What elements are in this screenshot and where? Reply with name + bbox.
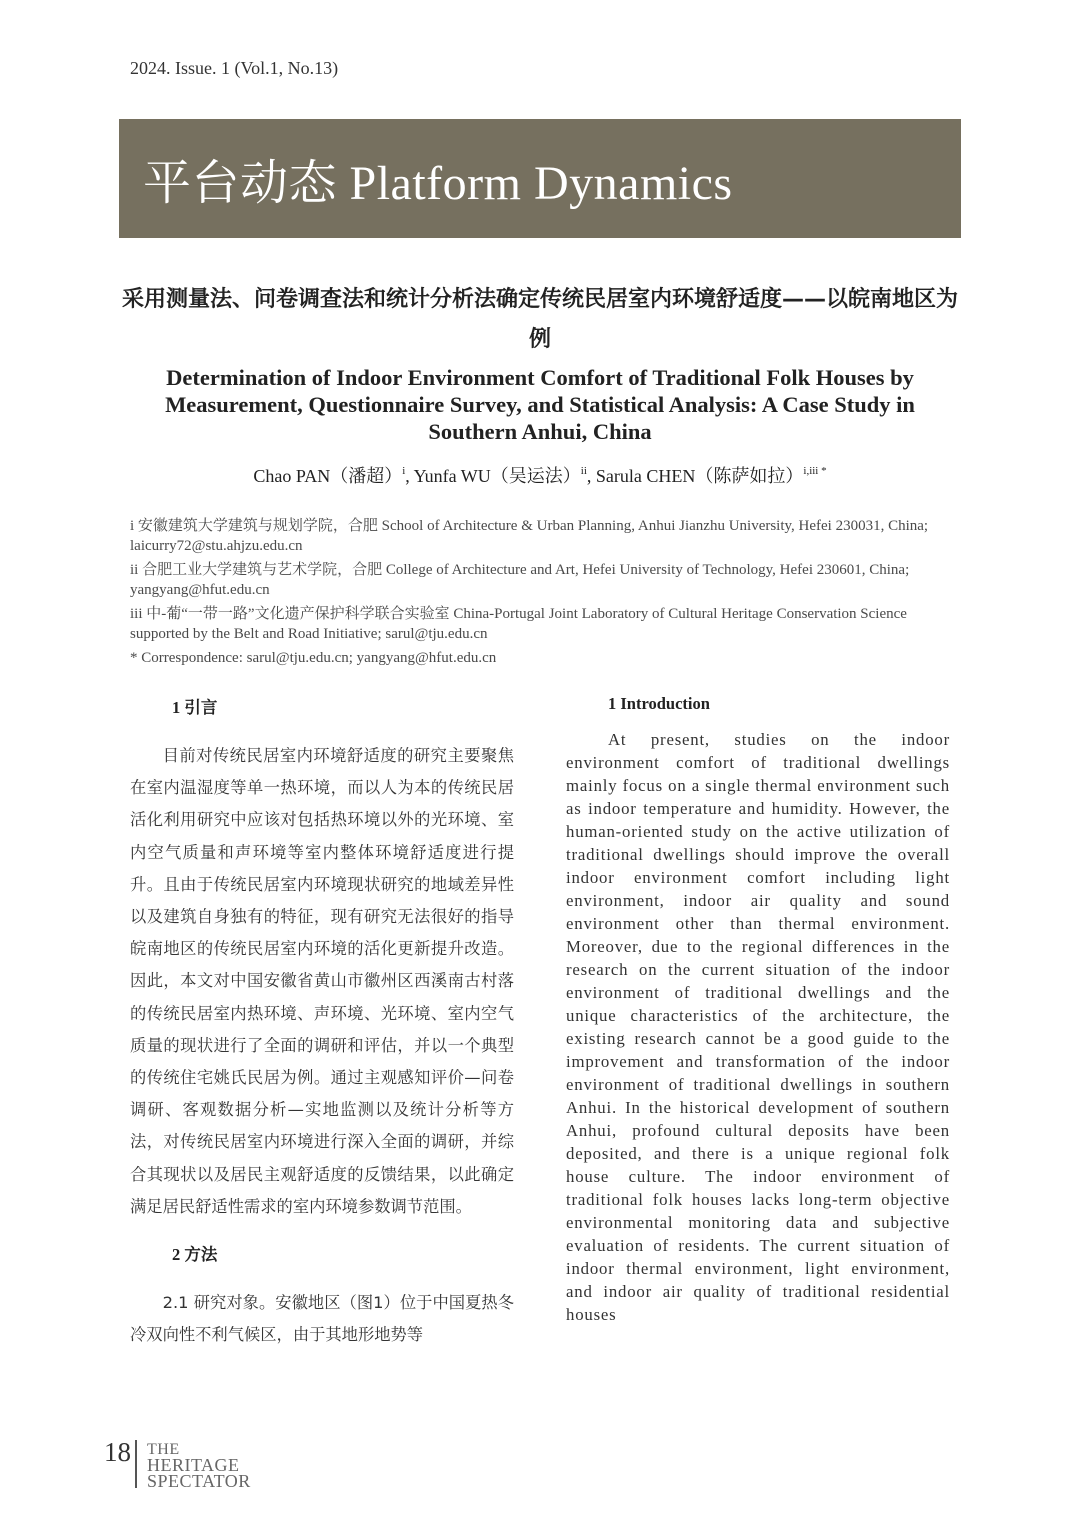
section-banner	[119, 119, 961, 238]
section-heading-intro-zh: 1 引言	[172, 698, 218, 717]
logo-line-3: SPECTATOR	[147, 1471, 251, 1491]
issue-line: 2024. Issue. 1 (Vol.1, No.13)	[130, 58, 339, 78]
journal-logo	[147, 1442, 251, 1489]
affiliations	[130, 516, 950, 672]
affiliation-2: ii 合肥工业大学建筑与艺术学院，合肥 College of Architecture and Art, Hefei University of Technology, Hefei 230601, China; yangyang@hfut.edu.cn	[130, 562, 910, 598]
section-heading-methods-zh: 2 方法	[172, 1245, 218, 1265]
banner-title: 平台动态 Platform Dynamics	[143, 157, 733, 210]
affiliation-1: i 安徽建筑大学建筑与规划学院，合肥 School of Architecture & Urban Planning, Anhui Jianzhu University, Hefei 230031, China; laicurry72@stu.ahjzu.edu.cn	[130, 518, 929, 554]
logo-line-2: HERITAGE	[147, 1455, 240, 1475]
author-2-sup: ii	[580, 465, 587, 477]
methods-paragraph-zh: 2.1 研究对象。安徽地区（图1）位于中国夏热冬冷双向性不利气候区，由于其地形地势等	[130, 1293, 514, 1345]
author-2: , Yunfa WU（吴运法）	[405, 466, 581, 486]
english-column	[566, 694, 950, 1326]
logo-line-1: THE	[147, 1441, 180, 1458]
correspondence: * Correspondence: sarul@tju.edu.cn; yangyang@hfut.edu.cn	[130, 650, 497, 666]
affiliation-3: iii 中-葡“一带一路”文化遗产保护科学联合实验室 China-Portugal Joint Laboratory of Cultural Heritage Conservation Science supported by the Belt and Road Initiative; sarul@tju.edu.cn	[130, 606, 907, 642]
author-1-sup: i	[402, 465, 406, 477]
chinese-column	[130, 694, 514, 1369]
author-3: , Sarula CHEN（陈萨如拉）	[586, 466, 804, 486]
section-heading-intro-en: 1 Introduction	[608, 694, 710, 713]
footer-divider	[135, 1440, 137, 1488]
page-number: 18	[104, 1437, 131, 1467]
author-3-sup: i,iii *	[803, 465, 827, 477]
author-line	[120, 462, 960, 488]
author-1: Chao PAN（潘超）	[253, 466, 403, 486]
intro-paragraph-zh: 目前对传统民居室内环境舒适度的研究主要聚焦在室内温湿度等单一热环境，而以人为本的传统民居活化利用研究中应该对包括热环境以外的光环境、室内空气质量和声环境等室内整体环境舒适度进行提升。且由于传统民居室内环境现状研究的地域差异性以及建筑自身独有的特征，现有研究无法很好的指导皖南地区的传统民居室内环境的活化更新提升改造。因此，本文对中国安徽省黄山市徽州区西溪南古村落的传统民居室内热环境、声环境、光环境、室内空气质量的现状进行了全面的调研和评估，并以一个典型的传统住宅姚氏民居为例。通过主观感知评价—问卷调研、客观数据分析—实地监测以及统计分析等方法，对传统民居室内环境进行深入全面的调研，并综合其现状以及居民主观舒适度的反馈结果，以此确定满足居民舒适性需求的室内环境参数调节范围。	[130, 746, 514, 1216]
english-title: Determination of Indoor Environment Comfort of Traditional Folk Houses by Measurement, Questionnaire Survey, and Statistical Analysis: A Case Study in Southern Anhui, China	[165, 365, 915, 444]
chinese-title: 采用测量法、问卷调查法和统计分析法确定传统民居室内环境舒适度——以皖南地区为例	[121, 287, 958, 352]
intro-paragraph-en: At present, studies on the indoor environment comfort of traditional dwellings mainly focus on a single thermal environment such as indoor temperature and humidity. However, the human-oriented study on the active utilization of traditional dwellings should improve the overall indoor environment comfort including light environment, indoor air quality and sound environment other than thermal environment. Moreover, due to the regional differences in the research on the current situation of the indoor environment of traditional dwellings and the unique characteristics of the architecture, the existing research cannot be a good guide to the improvement and transformation of the indoor environment of traditional dwellings in southern Anhui. In the historical development of southern Anhui, profound cultural deposits have been deposited, and there is a unique regional folk house culture. The indoor environment of traditional folk houses lacks long-term objective environmental monitoring data and subjective evaluation of residents. The current situation of indoor thermal environment, light environment, and indoor air quality of traditional residential houses	[566, 730, 950, 1324]
